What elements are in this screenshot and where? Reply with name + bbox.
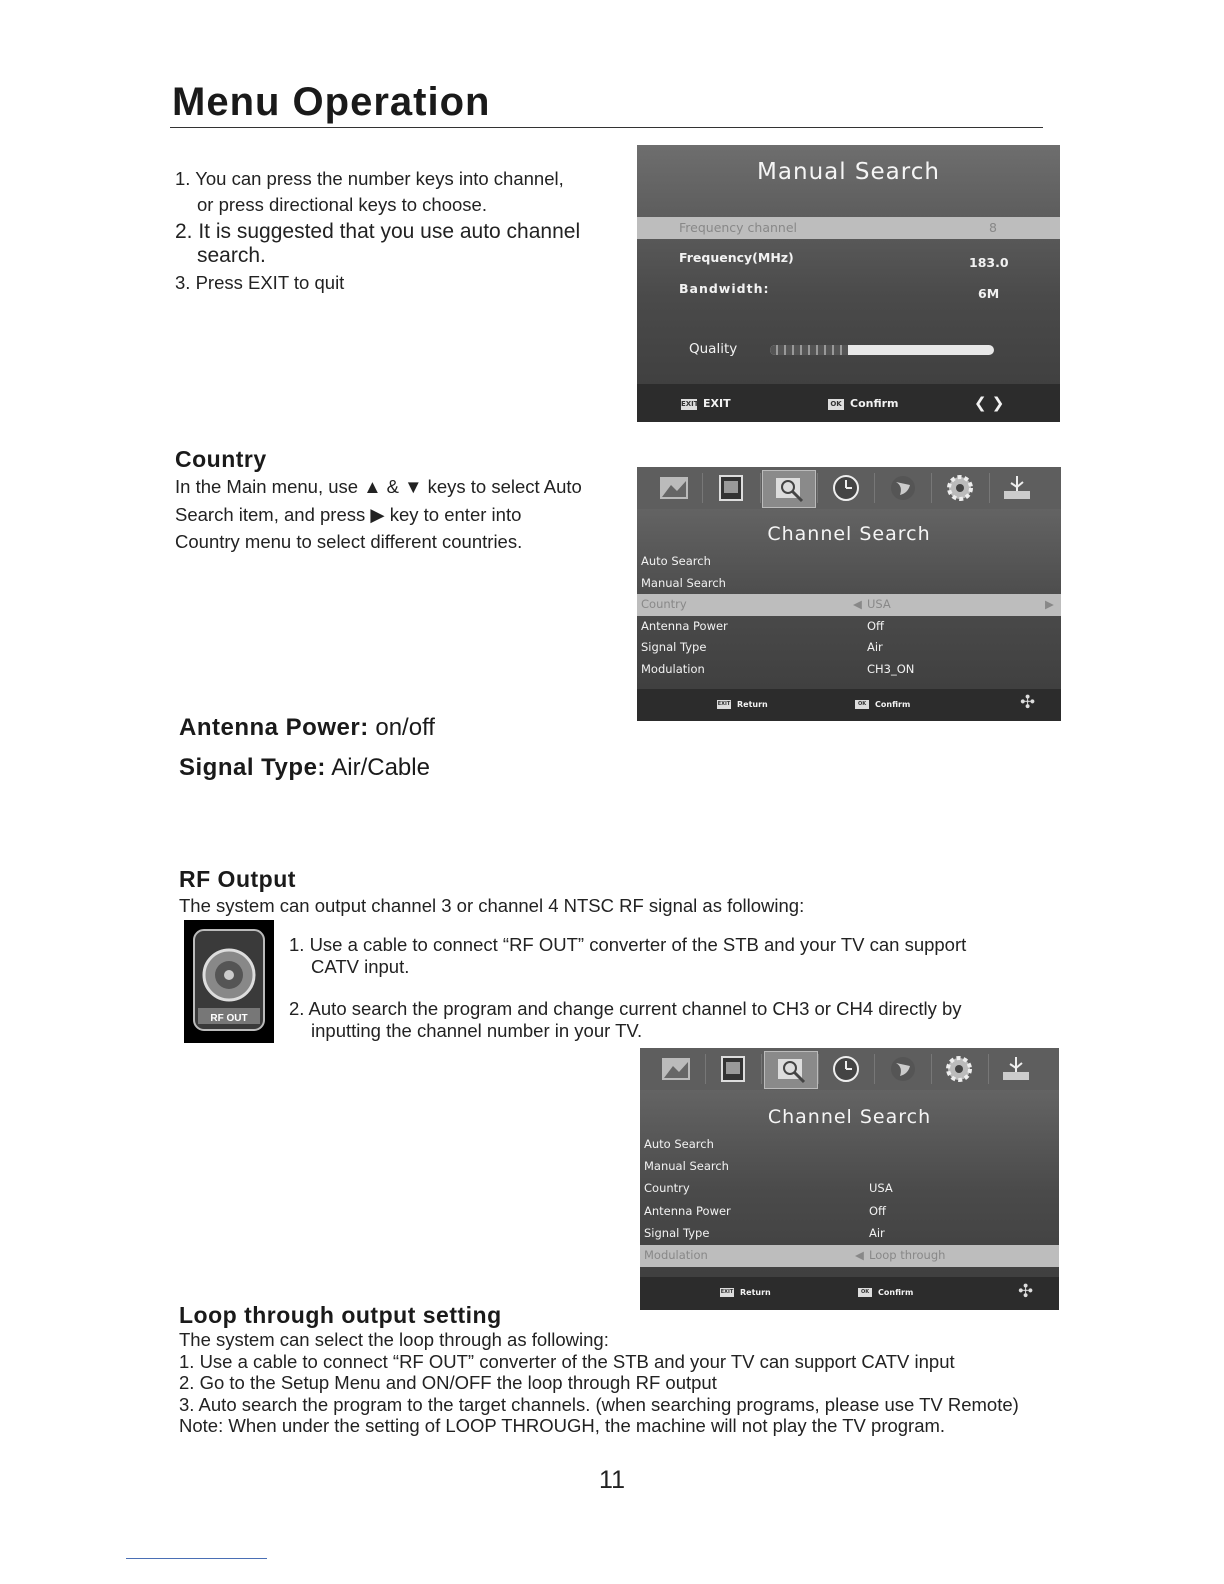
- exit-hint-label: EXIT: [703, 397, 731, 410]
- intro-step-1-cont: or press directional keys to choose.: [197, 194, 487, 215]
- loop-line-4: 3. Auto search the program to the target channels. (when searching programs, please use TV Remote): [179, 1393, 1019, 1415]
- channel-search-title: Channel Search: [767, 523, 931, 545]
- rf-step-2: 2. Auto search the program and change current channel to CH3 or CH4 directly by: [289, 998, 962, 1019]
- channel-search-row-value: USA: [869, 1181, 893, 1196]
- menu-icon-separator: [702, 473, 703, 503]
- clock-menu-icon-glyph: [829, 473, 863, 503]
- channel-search-row-value: Off: [869, 1203, 886, 1218]
- usb-menu-icon[interactable]: [990, 1051, 1042, 1087]
- quality-bar: [770, 345, 994, 355]
- ok-key-icon: OK: [855, 700, 869, 709]
- menu-icon-row: [640, 1048, 1059, 1090]
- channel-search-row-label: Country: [641, 597, 687, 612]
- right-arrow-icon[interactable]: ▶: [1045, 597, 1054, 612]
- gear-menu-icon[interactable]: [934, 470, 986, 506]
- channel-search-row-label: Antenna Power: [641, 618, 728, 633]
- menu-icon-separator: [989, 473, 990, 503]
- intro-step-3: 3. Press EXIT to quit: [175, 272, 345, 293]
- rf-output-steps: [289, 934, 1089, 1042]
- channel-search-row-modulation[interactable]: [640, 1245, 1059, 1267]
- manual-row-value: 8: [989, 220, 997, 235]
- intro-step-1: 1. You can press the number keys into channel,: [175, 168, 564, 189]
- menu-icon-separator: [988, 1054, 989, 1084]
- ok-key-icon: OK: [828, 399, 844, 410]
- channel-search-row-label: Country: [644, 1181, 690, 1196]
- country-line-1: In the Main menu, use ▲ & ▼ keys to select Auto: [175, 476, 582, 497]
- confirm-hint[interactable]: [828, 397, 899, 410]
- loop-line-3: 2. Go to the Setup Menu and ON/OFF the loop through RF output: [179, 1372, 717, 1393]
- picture-menu-icon-glyph: [657, 473, 691, 503]
- intro-steps: [175, 166, 625, 296]
- channel-search-row-auto-search[interactable]: [640, 1134, 1059, 1156]
- manual-row-frequency-channel[interactable]: [637, 217, 1060, 239]
- channel-search-row-value: Air: [867, 640, 883, 655]
- picture-menu-icon[interactable]: [650, 1051, 702, 1087]
- return-hint[interactable]: [720, 1288, 771, 1297]
- channel-search-row-manual-search[interactable]: [640, 1156, 1059, 1178]
- channel-search-row-label: Signal Type: [641, 640, 707, 655]
- signal-type-value: Air/Cable: [325, 754, 430, 781]
- channel-search-row-label: Signal Type: [644, 1225, 710, 1240]
- return-hint-label: Return: [737, 700, 768, 709]
- globe-menu-icon-glyph: [886, 473, 920, 503]
- left-right-arrows-icon: ❮ ❯: [974, 394, 1005, 412]
- clock-menu-icon[interactable]: [820, 470, 872, 506]
- channel-search-footer: [637, 689, 1061, 721]
- manual-search-screen: [637, 145, 1060, 422]
- menu-icon-separator: [818, 1054, 819, 1084]
- channel-search-screen-1: [637, 467, 1061, 721]
- exit-key-icon: EXIT: [681, 399, 699, 408]
- channel-search-row-value: USA: [867, 597, 891, 612]
- manual-footer-bar: [637, 384, 1060, 422]
- confirm-hint-label: Confirm: [875, 700, 911, 709]
- usb-menu-icon-glyph: [1000, 473, 1034, 503]
- channel-search-row-label: Manual Search: [644, 1159, 729, 1174]
- return-hint-label: Return: [740, 1288, 771, 1297]
- loop-note: Note: When under the setting of LOOP THROUGH, the machine will not play the TV program.: [179, 1415, 946, 1436]
- channel-search-menu-icon[interactable]: [764, 1051, 818, 1089]
- clock-menu-icon[interactable]: [820, 1051, 872, 1087]
- signal-type-label: Signal Type:: [179, 754, 326, 781]
- channel-search-row-value: Off: [867, 618, 884, 633]
- confirm-hint[interactable]: [858, 1288, 913, 1297]
- usb-menu-icon[interactable]: [991, 470, 1043, 506]
- intro-step-2-cont: search.: [197, 244, 266, 267]
- country-line-2: Search item, and press ▶ key to enter into: [175, 504, 522, 525]
- left-arrow-icon[interactable]: ◀: [853, 597, 862, 612]
- channel-search-row-label: Antenna Power: [644, 1203, 731, 1218]
- quality-label: Quality: [689, 341, 738, 357]
- channel-search-row-manual-search[interactable]: [637, 573, 1061, 595]
- channel-search-row-value: Air: [869, 1225, 885, 1240]
- menu-icon-separator: [817, 473, 818, 503]
- channel-search-menu-icon-glyph: [772, 474, 806, 504]
- exit-key-icon: EXIT: [720, 1289, 734, 1295]
- navigation-pad-icon: ✣: [1018, 1281, 1034, 1302]
- channel-search-row-label: Manual Search: [641, 575, 726, 590]
- menu-icon-separator: [931, 473, 932, 503]
- signal-type-line: [179, 754, 430, 782]
- channel-search-menu-icon-glyph: [774, 1055, 808, 1085]
- exit-hint[interactable]: [681, 397, 731, 410]
- picture-menu-icon-glyph: [659, 1054, 693, 1084]
- channel-search-row-value: Loop through: [869, 1248, 946, 1262]
- manual-row-bandwidth[interactable]: [637, 278, 1060, 300]
- channel-search-row-label: Auto Search: [644, 1137, 714, 1151]
- globe-menu-icon-glyph: [886, 1054, 920, 1084]
- antenna-power-label: Antenna Power:: [179, 714, 369, 741]
- picture-menu-icon[interactable]: [648, 470, 700, 506]
- menu-icon-separator: [931, 1054, 932, 1084]
- channel-search-row-label: Modulation: [641, 662, 705, 676]
- loop-line-2: 1. Use a cable to connect “RF OUT” converter of the STB and your TV can support CATV input: [179, 1350, 955, 1372]
- intro-step-2: 2. It is suggested that you use auto channel: [175, 220, 581, 243]
- exit-key-icon: EXIT: [717, 701, 731, 707]
- menu-icon-separator: [761, 1054, 762, 1084]
- rf-out-connector-image: [184, 920, 274, 1043]
- manual-row-frequency-mhz[interactable]: [637, 247, 1060, 269]
- channel-search-row-antenna-power[interactable]: [640, 1201, 1059, 1223]
- manual-row-value: 183.0: [969, 255, 1009, 270]
- menu-icon-separator: [874, 473, 875, 503]
- menu-icon-separator: [705, 1054, 706, 1084]
- channel-search-row-label: Modulation: [644, 1248, 708, 1262]
- loop-heading: Loop through output setting: [179, 1302, 502, 1328]
- quality-bar-fill: [770, 345, 848, 355]
- confirm-hint[interactable]: [855, 700, 910, 709]
- manual-row-label: Bandwidth:: [679, 281, 770, 296]
- country-section: [175, 446, 582, 555]
- channel-search-row-signal-type[interactable]: [637, 637, 1061, 659]
- globe-menu-icon[interactable]: [877, 470, 929, 506]
- gear-menu-icon-glyph: [942, 1054, 976, 1084]
- clock-menu-icon-glyph: [829, 1054, 863, 1084]
- menu-icon-row: [637, 467, 1061, 509]
- channel-search-row-label: Auto Search: [641, 554, 711, 568]
- rf-step-2-cont: inputting the channel number in your TV.: [311, 1020, 643, 1041]
- channel-search-screen-2: [640, 1048, 1059, 1310]
- antenna-power-value: on/off: [368, 714, 435, 741]
- manual-row-value: 6M: [978, 286, 1000, 301]
- image-menu-icon-glyph: [716, 1054, 750, 1084]
- channel-search-row-antenna-power[interactable]: [637, 616, 1061, 638]
- footer-line: [126, 1558, 267, 1559]
- channel-search-row-modulation[interactable]: [637, 659, 1061, 681]
- antenna-power-line: [179, 714, 435, 742]
- manual-row-label: Frequency channel: [679, 220, 798, 235]
- menu-icon-separator: [760, 473, 761, 503]
- rf-output-intro: The system can output channel 3 or channel 4 NTSC RF signal as following:: [179, 895, 805, 916]
- rf-step-1: 1. Use a cable to connect “RF OUT” converter of the STB and your TV can support: [289, 934, 967, 955]
- title-rule: [170, 127, 1043, 128]
- rf-connector-icon: [184, 920, 274, 1043]
- left-arrow-icon[interactable]: ◀: [855, 1248, 864, 1262]
- channel-search-row-signal-type[interactable]: [640, 1223, 1059, 1245]
- return-hint[interactable]: [717, 700, 768, 709]
- ok-key-icon: OK: [858, 1288, 872, 1297]
- channel-search-row-auto-search[interactable]: [637, 551, 1061, 573]
- image-menu-icon[interactable]: [707, 1051, 759, 1087]
- channel-search-row-country[interactable]: [637, 594, 1061, 616]
- channel-search-title: Channel Search: [767, 1106, 932, 1128]
- usb-menu-icon-glyph: [999, 1054, 1033, 1084]
- country-line-3: Country menu to select different countries.: [175, 531, 523, 552]
- country-heading: Country: [175, 446, 267, 472]
- page-number: 11: [599, 1466, 625, 1494]
- channel-search-row-country[interactable]: [640, 1178, 1059, 1200]
- navigation-pad-icon: ✣: [1020, 692, 1036, 713]
- manual-row-label: Frequency(MHz): [679, 250, 794, 265]
- menu-icon-separator: [874, 1054, 875, 1084]
- rf-output-section: [179, 866, 804, 919]
- rf-step-1-cont: CATV input.: [311, 956, 410, 977]
- confirm-hint-label: Confirm: [878, 1288, 914, 1297]
- manual-search-title: Manual Search: [757, 159, 940, 185]
- confirm-hint-label: Confirm: [850, 397, 899, 410]
- page-title: Menu Operation: [172, 80, 491, 124]
- gear-menu-icon[interactable]: [933, 1051, 985, 1087]
- rf-out-label: RF OUT: [210, 1013, 248, 1024]
- rf-output-heading: RF Output: [179, 866, 296, 892]
- gear-menu-icon-glyph: [943, 473, 977, 503]
- loop-line-1: The system can select the loop through as following:: [179, 1329, 609, 1350]
- channel-search-row-value: CH3_ON: [867, 662, 915, 676]
- globe-menu-icon[interactable]: [877, 1051, 929, 1087]
- image-menu-icon[interactable]: [705, 470, 757, 506]
- image-menu-icon-glyph: [714, 473, 748, 503]
- channel-search-menu-icon[interactable]: [762, 470, 816, 508]
- loop-through-section: [179, 1302, 1019, 1437]
